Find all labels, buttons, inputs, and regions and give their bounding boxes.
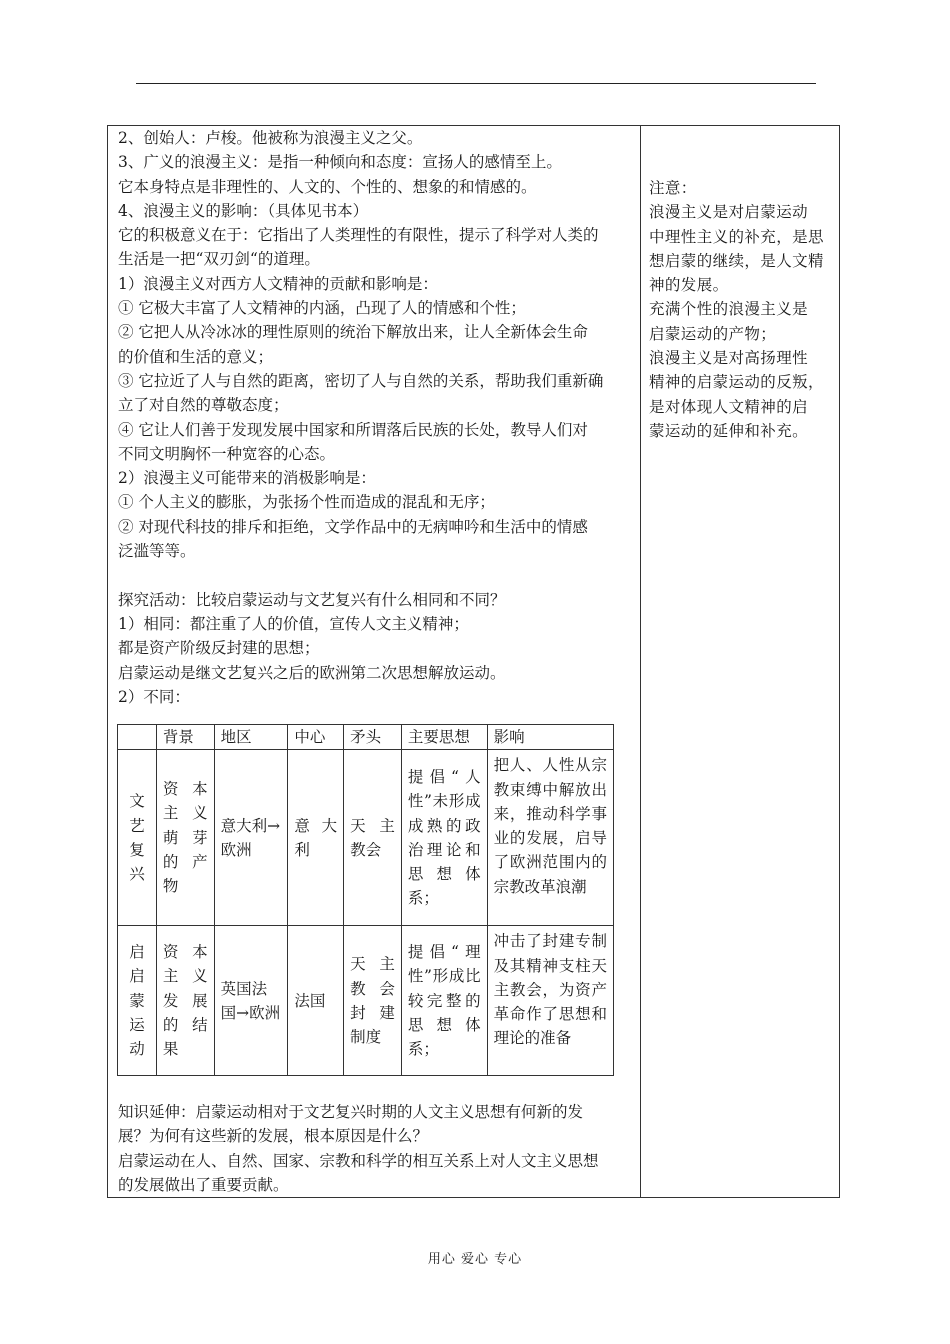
note-line: 蒙运动的延伸和补充。 (649, 421, 809, 440)
main-line: 2）不同： (118, 687, 190, 706)
main-line: ④ 它让人们善于发现发展中国家和所谓落后民族的长处，教导人们对 (118, 420, 588, 439)
knowledge-extension (118, 1100, 632, 1197)
main-line: 2、创始人：卢梭。他被称为浪漫主义之父。 (118, 129, 423, 147)
note-line: 是对体现人文精神的启 (649, 397, 809, 416)
main-line: 探究活动：比较启蒙运动与文艺复兴有什么相同和不同？ (118, 590, 506, 609)
notes-column (649, 176, 836, 443)
main-line: ① 它极大丰富了人文精神的内涵，凸现了人的情感和个性； (118, 299, 526, 318)
main-line: 都是资产阶级反封建的思想； (118, 639, 320, 658)
main-line: ② 它把人从冷冰冰的理性原则的统治下解放出来，让人全新体会生命 (118, 323, 588, 342)
main-line: 生活是一把“双刃剑“的道理。 (118, 250, 320, 269)
main-line: 3、广义的浪漫主义：是指一种倾向和态度：宣扬人的感情至上。 (118, 153, 562, 172)
main-line: 立了对自然的尊敬态度； (118, 396, 289, 415)
note-line: 神的发展。 (649, 276, 729, 295)
extension-line: 知识延伸：启蒙运动相对于文艺复兴时期的人文主义思想有何新的发 (118, 1103, 584, 1121)
background-cell: 资本主义发展的结果 (156, 926, 214, 1076)
main-line: ② 对现代科技的排斥和拒绝，文学作品中的无病呻吟和生活中的情感 (118, 517, 588, 536)
main-line: 2）浪漫主义可能带来的消极影响是： (118, 469, 376, 488)
center-cell: 意大利 (288, 750, 344, 926)
center-cell: 法国 (288, 926, 344, 1076)
background-cell: 资本主义萌芽的产物 (156, 750, 214, 926)
note-line: 想启蒙的继续，是人文精 (649, 251, 824, 270)
page-footer: 用心 爱心 专心 (427, 1252, 523, 1267)
row-heading: 文艺复兴 (118, 750, 157, 926)
header-cell: 背景 (156, 725, 214, 750)
note-line: 浪漫主义是对高扬理性 (649, 349, 809, 368)
target-cell: 天主教会 (344, 750, 402, 926)
main-line: 它本身特点是非理性的、人文的、个性的、想象的和情感的。 (118, 177, 537, 196)
table-row (118, 926, 614, 1076)
table-row (118, 750, 614, 926)
extension-line: 展？为何有这些新的发展，根本原因是什么？ (118, 1127, 429, 1146)
main-line: 它的积极意义在于：它指出了人类理性的有限性，提示了科学对人类的 (118, 226, 599, 245)
note-line: 精神的启蒙运动的反叛， (649, 373, 824, 392)
note-line: 注意： (649, 179, 697, 197)
main-content (118, 126, 632, 709)
header-cell: 主要思想 (401, 725, 487, 750)
note-line: 充满个性的浪漫主义是 (649, 300, 809, 319)
comparison-header-row (118, 725, 614, 750)
target-cell: 天主教会封建制度 (344, 926, 402, 1076)
impact-cell: 冲击了封建专制及其精神支柱天主教会，为资产革命作了思想和理论的准备 (487, 926, 613, 1076)
header-cell (118, 725, 157, 750)
main-line: 不同文明胸怀一种宽容的心态。 (118, 444, 336, 463)
region-cell: 英国法国→欧洲 (214, 926, 288, 1076)
row-heading: 启启蒙运动 (118, 926, 157, 1076)
extension-line: 启蒙运动在人、自然、国家、宗教和科学的相互关系上对人文主义思想 (118, 1151, 599, 1170)
header-cell: 地区 (214, 725, 288, 750)
main-line: 1）浪漫主义对西方人文精神的贡献和影响是： (118, 274, 438, 293)
comparison-table (117, 724, 614, 1076)
main-line: 1）相同：都注重了人的价值，宣传人文主义精神； (118, 614, 469, 633)
note-line: 浪漫主义是对启蒙运动 (649, 203, 809, 222)
impact-cell: 把人、人性从宗教束缚中解放出来，推动科学事业的发展，启导了欧洲范围内的宗教改革浪潮 (487, 750, 613, 926)
note-line: 中理性主义的补充，是思 (649, 227, 824, 246)
header-cell: 中心 (288, 725, 344, 750)
header-cell: 矛头 (344, 725, 402, 750)
main-line: ③ 它拉近了人与自然的距离，密切了人与自然的关系，帮助我们重新确 (118, 371, 604, 390)
main-line: ① 个人主义的膨胀，为张扬个性而造成的混乱和无序； (118, 493, 495, 512)
main-line: 启蒙运动是继文艺复兴之后的欧洲第二次思想解放运动。 (118, 663, 506, 682)
header-cell: 影响 (487, 725, 613, 750)
main-line: 4、浪漫主义的影响：（具体见书本） (118, 201, 369, 220)
header-rule (136, 83, 816, 84)
region-cell: 意大利→欧洲 (214, 750, 288, 926)
main-line: 的价值和生活的意义； (118, 347, 274, 366)
thought-cell: 提倡“人性”未形成成熟的政治理论和思想体系； (401, 750, 487, 926)
lesson-table (107, 125, 840, 1198)
column-divider (640, 126, 641, 1197)
note-line: 启蒙运动的产物； (649, 324, 777, 343)
main-line: 泛滥等等。 (118, 542, 196, 561)
blank-line (118, 563, 632, 587)
extension-line: 的发展做出了重要贡献。 (118, 1175, 289, 1194)
thought-cell: 提倡“理性”形成比较完整的思想体系； (401, 926, 487, 1076)
